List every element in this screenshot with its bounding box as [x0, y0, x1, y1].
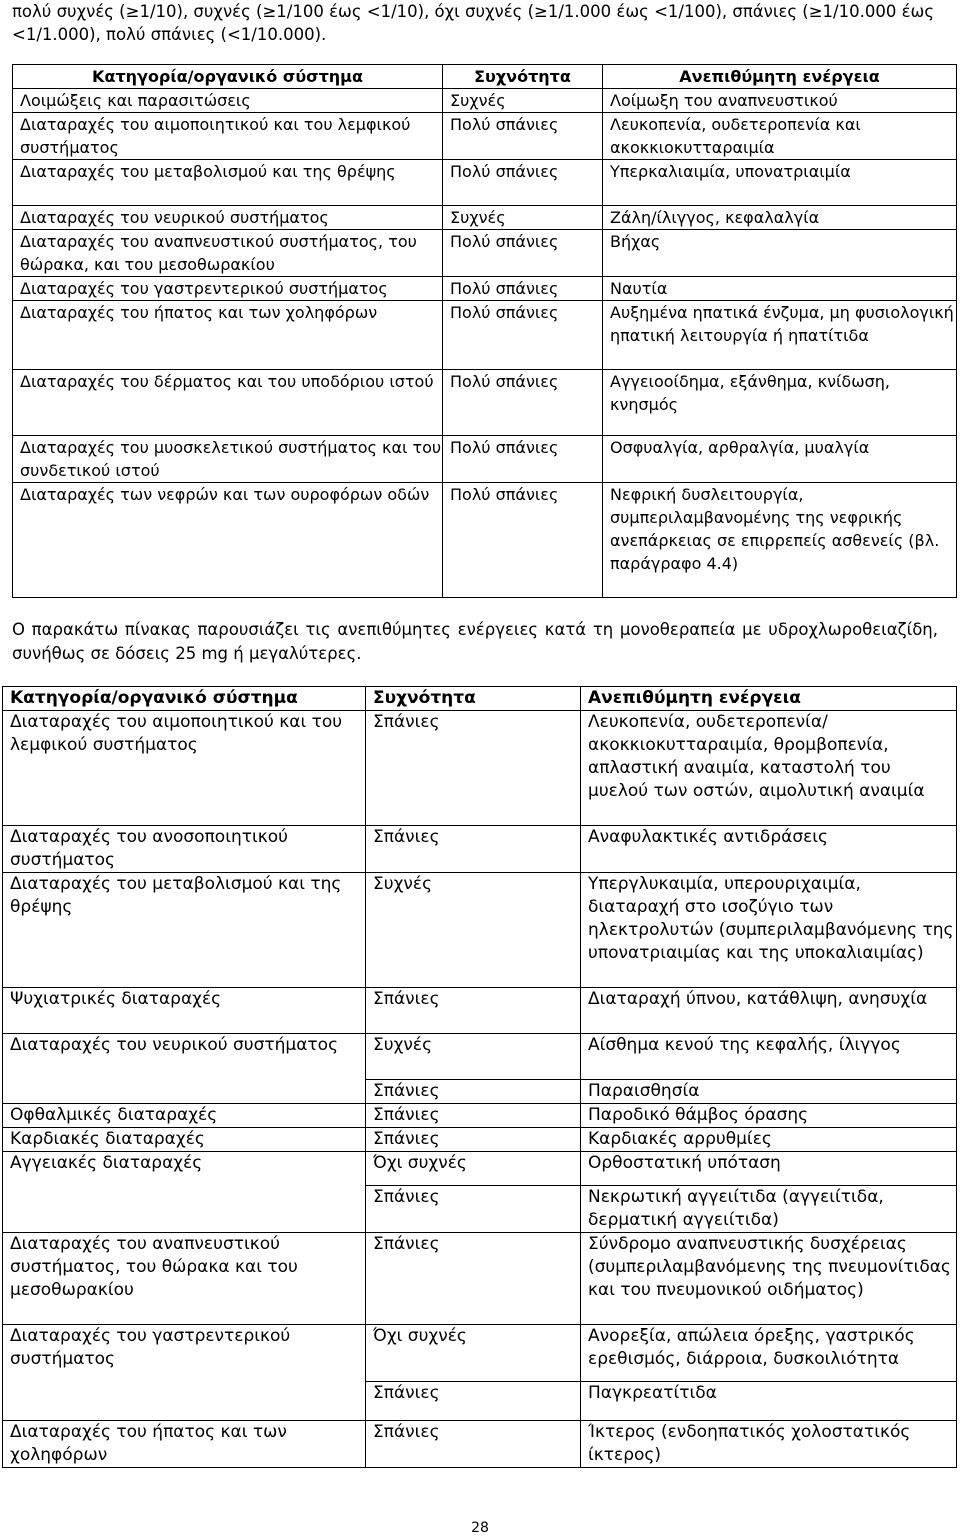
frequency-cell: Σπάνιες [366, 1128, 581, 1152]
table-row [13, 230, 957, 277]
header-reaction: Ανεπιθύμητη ενέργεια [581, 687, 957, 711]
header-reaction: Ανεπιθύμητη ενέργεια [603, 65, 957, 89]
table-row [3, 1421, 957, 1468]
category-cell: Διαταραχές του ήπατος και των χοληφόρων [13, 301, 443, 370]
category-cell: Διαταραχές των νεφρών και των ουροφόρων οδών [13, 483, 443, 598]
table-row [13, 89, 957, 113]
reaction-cell: Ανορεξία, απώλεια όρεξης, γαστρικός ερεθισμός, διάρροια, δυσκοιλιότητα [581, 1325, 957, 1382]
reaction-cell: Λευκοπενία, ουδετεροπενία/ ακοκκιοκυτταραιμία, θρομβοπενία, απλαστική αναιμία, καταστολή του μυελού των οστών, αιμολυτική αναιμία [581, 711, 957, 826]
adverse-reactions-table-monotherapy [2, 686, 957, 1468]
reaction-cell: Ίκτερος (ενδοηπατικός χολοστατικός ίκτερος) [581, 1421, 957, 1468]
frequency-cell: Σπάνιες [366, 826, 581, 873]
reaction-cell: Παγκρεατίτιδα [581, 1382, 957, 1421]
reaction-cell: Νεκρωτική αγγειίτιδα (αγγειίτιδα, δερματική αγγειίτιδα) [581, 1186, 957, 1233]
category-cell: Διαταραχές του μεταβολισμού και της θρέψης [3, 873, 366, 988]
category-cell: Διαταραχές του νευρικού συστήματος [3, 1034, 366, 1104]
category-cell: Οφθαλμικές διαταραχές [3, 1104, 366, 1128]
frequency-cell: Πολύ σπάνιες [443, 160, 603, 206]
frequency-cell: Συχνές [366, 1034, 581, 1080]
frequency-cell: Συχνές [443, 206, 603, 230]
monotherapy-paragraph: Ο παρακάτω πίνακας παρουσιάζει τις ανεπιθύμητες ενέργειες κατά τη μονοθεραπεία με υδροχλωροθειαζίδη, συνήθως σε δόσεις 25 mg ή μεγαλύτερες. [12, 620, 938, 663]
table-row [13, 436, 957, 483]
reaction-cell: Διαταραχή ύπνου, κατάθλιψη, ανησυχία [581, 988, 957, 1034]
category-cell: Διαταραχές του γαστρεντερικού συστήματος [3, 1325, 366, 1421]
table-row [3, 988, 957, 1034]
reaction-cell: Λευκοπενία, ουδετεροπενία και ακοκκιοκυτταραιμία [603, 113, 957, 160]
category-cell: Διαταραχές του αιμοποιητικού και του λεμφικού συστήματος [3, 711, 366, 826]
reaction-cell: Σύνδρομο αναπνευστικής δυσχέρειας (συμπεριλαμβανόμενης της πνευμονίτιδας και του πνευμονικού οιδήματος) [581, 1233, 957, 1325]
reaction-cell: Υπεργλυκαιμία, υπερουριχαιμία, διαταραχή στο ισοζύγιο των ηλεκτρολυτών (συμπεριλαμβανόμενης της υπονατριαιμίας και της υποκαλιαιμίας) [581, 873, 957, 988]
reaction-cell: Αναφυλακτικές αντιδράσεις [581, 826, 957, 873]
table-row [3, 1034, 957, 1080]
intro-text: πολύ συχνές (≥1/10), συχνές (≥1/100 έως <1/10), όχι συχνές (≥1/1.000 έως <1/100), σπάνιες (≥1/10.000 έως <1/1.000), πολύ σπάνιες (<1/10.000). [12, 2, 935, 44]
frequency-cell: Πολύ σπάνιες [443, 370, 603, 436]
table-row [13, 370, 957, 436]
table-header-row [13, 65, 957, 89]
category-cell: Διαταραχές του μυοσκελετικού συστήματος και του συνδετικού ιστού [13, 436, 443, 483]
category-cell: Αγγειακές διαταραχές [3, 1152, 366, 1233]
reaction-cell: Υπερκαλιαιμία, υπονατριαιμία [603, 160, 957, 206]
header-frequency: Συχνότητα [366, 687, 581, 711]
table-row [13, 277, 957, 301]
category-cell: Διαταραχές του αναπνευστικού συστήματος, του θώρακα, και του μεσοθωρακίου [13, 230, 443, 277]
category-cell: Διαταραχές του αιμοποιητικού και του λεμφικού συστήματος [13, 113, 443, 160]
reaction-cell: Παραισθησία [581, 1080, 957, 1104]
table-row [13, 301, 957, 370]
frequency-cell: Σπάνιες [366, 1186, 581, 1233]
adverse-reactions-table-combination [12, 64, 957, 598]
table-row [13, 206, 957, 230]
table-row [3, 1325, 957, 1382]
header-category: Κατηγορία/οργανικό σύστημα [3, 687, 366, 711]
category-cell: Διαταραχές του δέρματος και του υποδόριου ιστού [13, 370, 443, 436]
table-row [3, 1128, 957, 1152]
category-cell: Ψυχιατρικές διαταραχές [3, 988, 366, 1034]
reaction-cell: Ζάλη/ίλιγγος, κεφαλαλγία [603, 206, 957, 230]
table-row [3, 826, 957, 873]
reaction-cell: Λοίμωξη του αναπνευστικού [603, 89, 957, 113]
table-row [3, 711, 957, 826]
frequency-cell: Σπάνιες [366, 711, 581, 826]
table-row [3, 1104, 957, 1128]
category-cell: Διαταραχές του ήπατος και των χοληφόρων [3, 1421, 366, 1468]
reaction-cell: Οσφυαλγία, αρθραλγία, μυαλγία [603, 436, 957, 483]
table-row [13, 113, 957, 160]
reaction-cell: Βήχας [603, 230, 957, 277]
header-category: Κατηγορία/οργανικό σύστημα [13, 65, 443, 89]
category-cell: Διαταραχές του γαστρεντερικού συστήματος [13, 277, 443, 301]
reaction-cell: Ορθοστατική υπόταση [581, 1152, 957, 1186]
frequency-cell: Σπάνιες [366, 1104, 581, 1128]
reaction-cell: Παροδικό θάμβος όρασης [581, 1104, 957, 1128]
reaction-cell: Αίσθημα κενού της κεφαλής, ίλιγγος [581, 1034, 957, 1080]
frequency-cell: Σπάνιες [366, 1080, 581, 1104]
frequency-cell: Σπάνιες [366, 1382, 581, 1421]
reaction-cell: Αυξημένα ηπατικά ένζυμα, μη φυσιολογική ηπατική λειτουργία ή ηπατίτιδα [603, 301, 957, 370]
frequency-cell: Πολύ σπάνιες [443, 301, 603, 370]
category-cell: Καρδιακές διαταραχές [3, 1128, 366, 1152]
frequency-cell: Όχι συχνές [366, 1152, 581, 1186]
frequency-cell: Σπάνιες [366, 1421, 581, 1468]
frequency-cell: Πολύ σπάνιες [443, 230, 603, 277]
reaction-cell: Ναυτία [603, 277, 957, 301]
reaction-cell: Νεφρική δυσλειτουργία, συμπεριλαμβανομένης της νεφρικής ανεπάρκειας σε επιρρεπείς ασθενείς (βλ. παράγραφο 4.4) [603, 483, 957, 598]
frequency-cell: Πολύ σπάνιες [443, 113, 603, 160]
frequency-cell: Πολύ σπάνιες [443, 436, 603, 483]
category-cell: Λοιμώξεις και παρασιτώσεις [13, 89, 443, 113]
table-row [13, 160, 957, 206]
category-cell: Διαταραχές του αναπνευστικού συστήματος, του θώρακα και του μεσοθωρακίου [3, 1233, 366, 1325]
category-cell: Διαταραχές του μεταβολισμού και της θρέψης [13, 160, 443, 206]
frequency-cell: Συχνές [443, 89, 603, 113]
frequency-cell: Πολύ σπάνιες [443, 277, 603, 301]
frequency-cell: Σπάνιες [366, 1233, 581, 1325]
frequency-cell: Πολύ σπάνιες [443, 483, 603, 598]
page-number: 28 [471, 1520, 489, 1536]
header-frequency: Συχνότητα [443, 65, 603, 89]
frequency-cell: Σπάνιες [366, 988, 581, 1034]
frequency-cell: Συχνές [366, 873, 581, 988]
table-row [3, 873, 957, 988]
table-row [13, 483, 957, 598]
frequency-cell: Όχι συχνές [366, 1325, 581, 1382]
table-header-row [3, 687, 957, 711]
category-cell: Διαταραχές του νευρικού συστήματος [13, 206, 443, 230]
table-row [3, 1233, 957, 1325]
category-cell: Διαταραχές του ανοσοποιητικού συστήματος [3, 826, 366, 873]
reaction-cell: Αγγειοοίδημα, εξάνθημα, κνίδωση, κνησμός [603, 370, 957, 436]
table-row [3, 1152, 957, 1186]
reaction-cell: Καρδιακές αρρυθμίες [581, 1128, 957, 1152]
